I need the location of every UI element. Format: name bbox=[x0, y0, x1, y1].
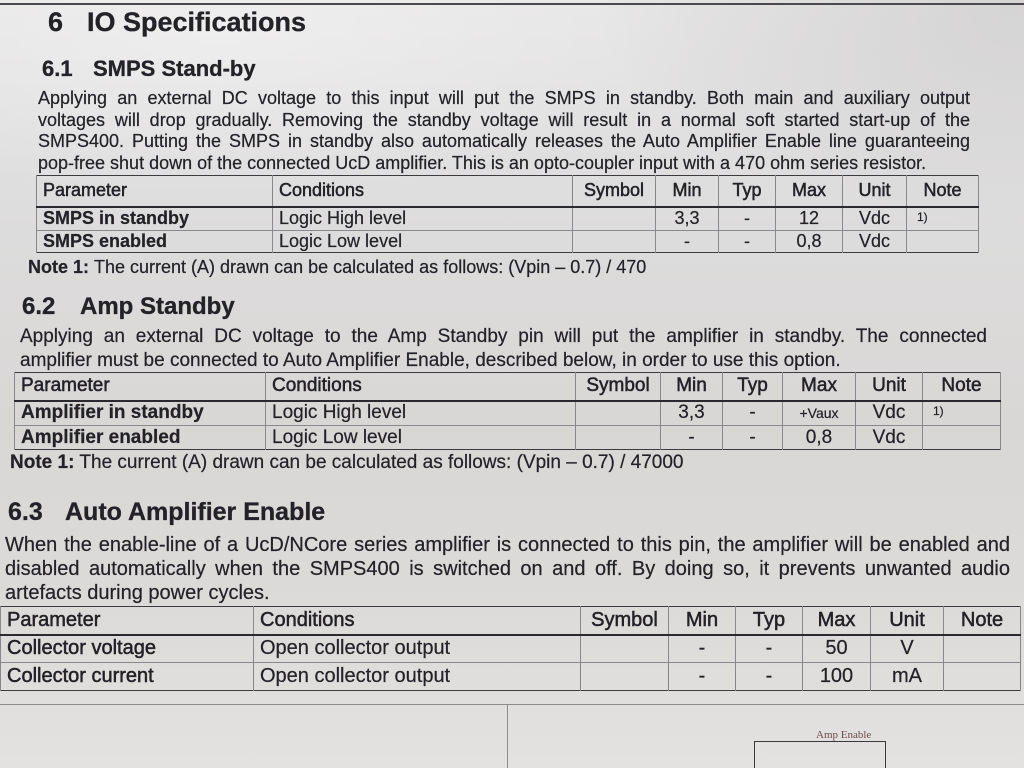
note-reference-cell bbox=[923, 426, 1001, 450]
header-symbol: Symbol bbox=[581, 607, 669, 635]
parameter-cell: Collector current bbox=[1, 663, 254, 691]
table-footnote bbox=[28, 256, 646, 278]
unit-cell: Vdc bbox=[856, 426, 923, 450]
header-symbol: Symbol bbox=[576, 373, 661, 401]
section-heading-smps-standby bbox=[42, 56, 256, 82]
table-row bbox=[15, 426, 1001, 450]
unit-cell: Vdc bbox=[843, 207, 907, 231]
symbol-cell bbox=[573, 207, 656, 231]
section-paragraph bbox=[5, 533, 1010, 605]
paragraph-line: Applying an external DC voltage to the Amp Standby pin will put the amplifier in standby. The connected bbox=[20, 326, 987, 347]
section-title: SMPS Stand-by bbox=[93, 56, 256, 81]
paragraph-line: disabled automatically when the SMPS400 is switched on and off. By doing so, it prevents unwanted audio bbox=[5, 558, 1010, 580]
note-reference-cell: 1) bbox=[907, 207, 979, 231]
header-max: Max bbox=[783, 373, 856, 401]
min-cell: 3,3 bbox=[656, 207, 719, 231]
amp-enable-label: Amp Enable bbox=[816, 729, 872, 741]
paragraph-line: voltages will drop gradually. Removing the standby voltage will result in a normal soft started start-up of the bbox=[38, 109, 970, 130]
max-cell: 0,8 bbox=[783, 426, 856, 450]
table-row bbox=[37, 231, 979, 253]
page-top-rule bbox=[0, 3, 1024, 5]
section-paragraph bbox=[38, 88, 970, 174]
chapter-number: 6 bbox=[48, 7, 64, 37]
parameter-cell: Amplifier enabled bbox=[15, 426, 266, 450]
table-header-row bbox=[37, 176, 979, 207]
min-cell: - bbox=[661, 426, 723, 450]
typ-cell: - bbox=[736, 635, 803, 663]
header-symbol: Symbol bbox=[573, 176, 656, 207]
conditions-cell: Open collector output bbox=[254, 635, 581, 663]
typ-cell: - bbox=[736, 663, 803, 691]
header-unit: Unit bbox=[871, 607, 944, 635]
footnote-label: Note 1: bbox=[10, 452, 75, 473]
section-number: 6.1 bbox=[42, 56, 73, 81]
typ-cell: - bbox=[723, 426, 783, 450]
footnote-text: The current (A) drawn can be calculated as follows: (Vpin – 0.7) / 470 bbox=[94, 257, 647, 277]
header-max: Max bbox=[803, 607, 871, 635]
parameter-cell: Collector voltage bbox=[1, 635, 254, 663]
max-cell: 0,8 bbox=[776, 231, 843, 253]
table-footnote bbox=[10, 451, 684, 475]
footnote-text: The current (A) drawn can be calculated as follows: (Vpin – 0.7) / 47000 bbox=[79, 452, 684, 473]
chapter-heading bbox=[48, 6, 306, 38]
header-max: Max bbox=[776, 176, 843, 207]
header-note: Note bbox=[907, 176, 979, 207]
parameter-cell: SMPS in standby bbox=[37, 207, 273, 231]
paragraph-line: artefacts during power cycles. bbox=[5, 582, 270, 604]
paragraph-line: When the enable-line of a UcD/NCore series amplifier is connected to this pin, the amplifier will be enabled and bbox=[5, 534, 1010, 556]
amp-enable-block bbox=[754, 741, 886, 768]
table-row bbox=[1, 663, 1021, 691]
typ-cell: - bbox=[719, 231, 776, 253]
header-parameter: Parameter bbox=[37, 176, 273, 207]
min-cell: - bbox=[656, 231, 719, 253]
max-cell: 50 bbox=[803, 635, 871, 663]
symbol-cell bbox=[581, 635, 669, 663]
parameter-cell: Amplifier in standby bbox=[15, 401, 266, 426]
symbol-cell bbox=[576, 401, 661, 426]
header-conditions: Conditions bbox=[273, 176, 573, 207]
min-cell: 3,3 bbox=[661, 401, 723, 426]
table-row bbox=[37, 207, 979, 231]
header-unit: Unit bbox=[856, 373, 923, 401]
header-parameter: Parameter bbox=[15, 373, 266, 401]
symbol-cell bbox=[573, 231, 656, 253]
max-cell: 100 bbox=[803, 663, 871, 691]
conditions-cell: Logic Low level bbox=[273, 231, 573, 253]
note-reference-cell bbox=[907, 231, 979, 253]
header-typ: Typ bbox=[723, 373, 783, 401]
header-typ: Typ bbox=[736, 607, 803, 635]
conditions-cell: Logic High level bbox=[266, 401, 576, 426]
header-typ: Typ bbox=[719, 176, 776, 207]
paragraph-line: pop-free shut down of the connected UcD amplifier. This is an opto-coupler input with a 470 ohm series resistor. bbox=[38, 152, 927, 173]
note-reference-cell bbox=[944, 635, 1021, 663]
section-number: 6.2 bbox=[22, 293, 56, 320]
section-heading-auto-amplifier-enable bbox=[8, 497, 325, 527]
table-header-row bbox=[15, 373, 1001, 401]
diagram-frame-line bbox=[0, 704, 1024, 705]
symbol-cell bbox=[581, 663, 669, 691]
unit-cell: mA bbox=[871, 663, 944, 691]
conditions-cell: Open collector output bbox=[254, 663, 581, 691]
footnote-label: Note 1: bbox=[28, 257, 90, 277]
chapter-title: IO Specifications bbox=[87, 7, 307, 37]
unit-cell: Vdc bbox=[856, 401, 923, 426]
section-title: Auto Amplifier Enable bbox=[65, 498, 326, 526]
header-unit: Unit bbox=[843, 176, 907, 207]
unit-cell: Vdc bbox=[843, 231, 907, 253]
table-row bbox=[1, 635, 1021, 663]
header-note: Note bbox=[944, 607, 1021, 635]
header-conditions: Conditions bbox=[266, 373, 576, 401]
min-cell: - bbox=[669, 663, 736, 691]
header-note: Note bbox=[923, 373, 1001, 401]
auto-amplifier-enable-spec-table bbox=[0, 606, 1021, 691]
table-row bbox=[15, 401, 1001, 426]
header-min: Min bbox=[656, 176, 719, 207]
amp-standby-spec-table bbox=[14, 372, 1001, 450]
note-reference-cell: 1) bbox=[923, 401, 1001, 426]
table-header-row bbox=[1, 607, 1021, 635]
max-cell: +Vaux bbox=[783, 401, 856, 426]
header-parameter: Parameter bbox=[1, 607, 254, 635]
paragraph-line: amplifier must be connected to Auto Amplifier Enable, described below, in order to use this option. bbox=[20, 349, 841, 371]
unit-cell: V bbox=[871, 635, 944, 663]
section-number: 6.3 bbox=[8, 498, 43, 526]
typ-cell: - bbox=[723, 401, 783, 426]
conditions-cell: Logic High level bbox=[273, 207, 573, 231]
header-conditions: Conditions bbox=[254, 607, 581, 635]
typ-cell: - bbox=[719, 207, 776, 231]
note-reference-cell bbox=[944, 663, 1021, 691]
smps-standby-spec-table bbox=[36, 175, 979, 253]
paragraph-line: Applying an external DC voltage to this input will put the SMPS in standby. Both main and auxiliary output bbox=[38, 88, 970, 108]
header-min: Min bbox=[661, 373, 723, 401]
min-cell: - bbox=[669, 635, 736, 663]
conditions-cell: Logic Low level bbox=[266, 426, 576, 450]
section-paragraph bbox=[20, 325, 987, 372]
parameter-cell: SMPS enabled bbox=[37, 231, 273, 253]
max-cell: 12 bbox=[776, 207, 843, 231]
section-heading-amp-standby bbox=[22, 293, 235, 321]
paragraph-line: SMPS400. Putting the SMPS in standby also automatically releases the Auto Amplifier Enable line guaranteeing bbox=[38, 131, 970, 151]
section-title: Amp Standby bbox=[80, 293, 235, 320]
symbol-cell bbox=[576, 426, 661, 450]
diagram-divider-line bbox=[507, 704, 508, 768]
header-min: Min bbox=[669, 607, 736, 635]
